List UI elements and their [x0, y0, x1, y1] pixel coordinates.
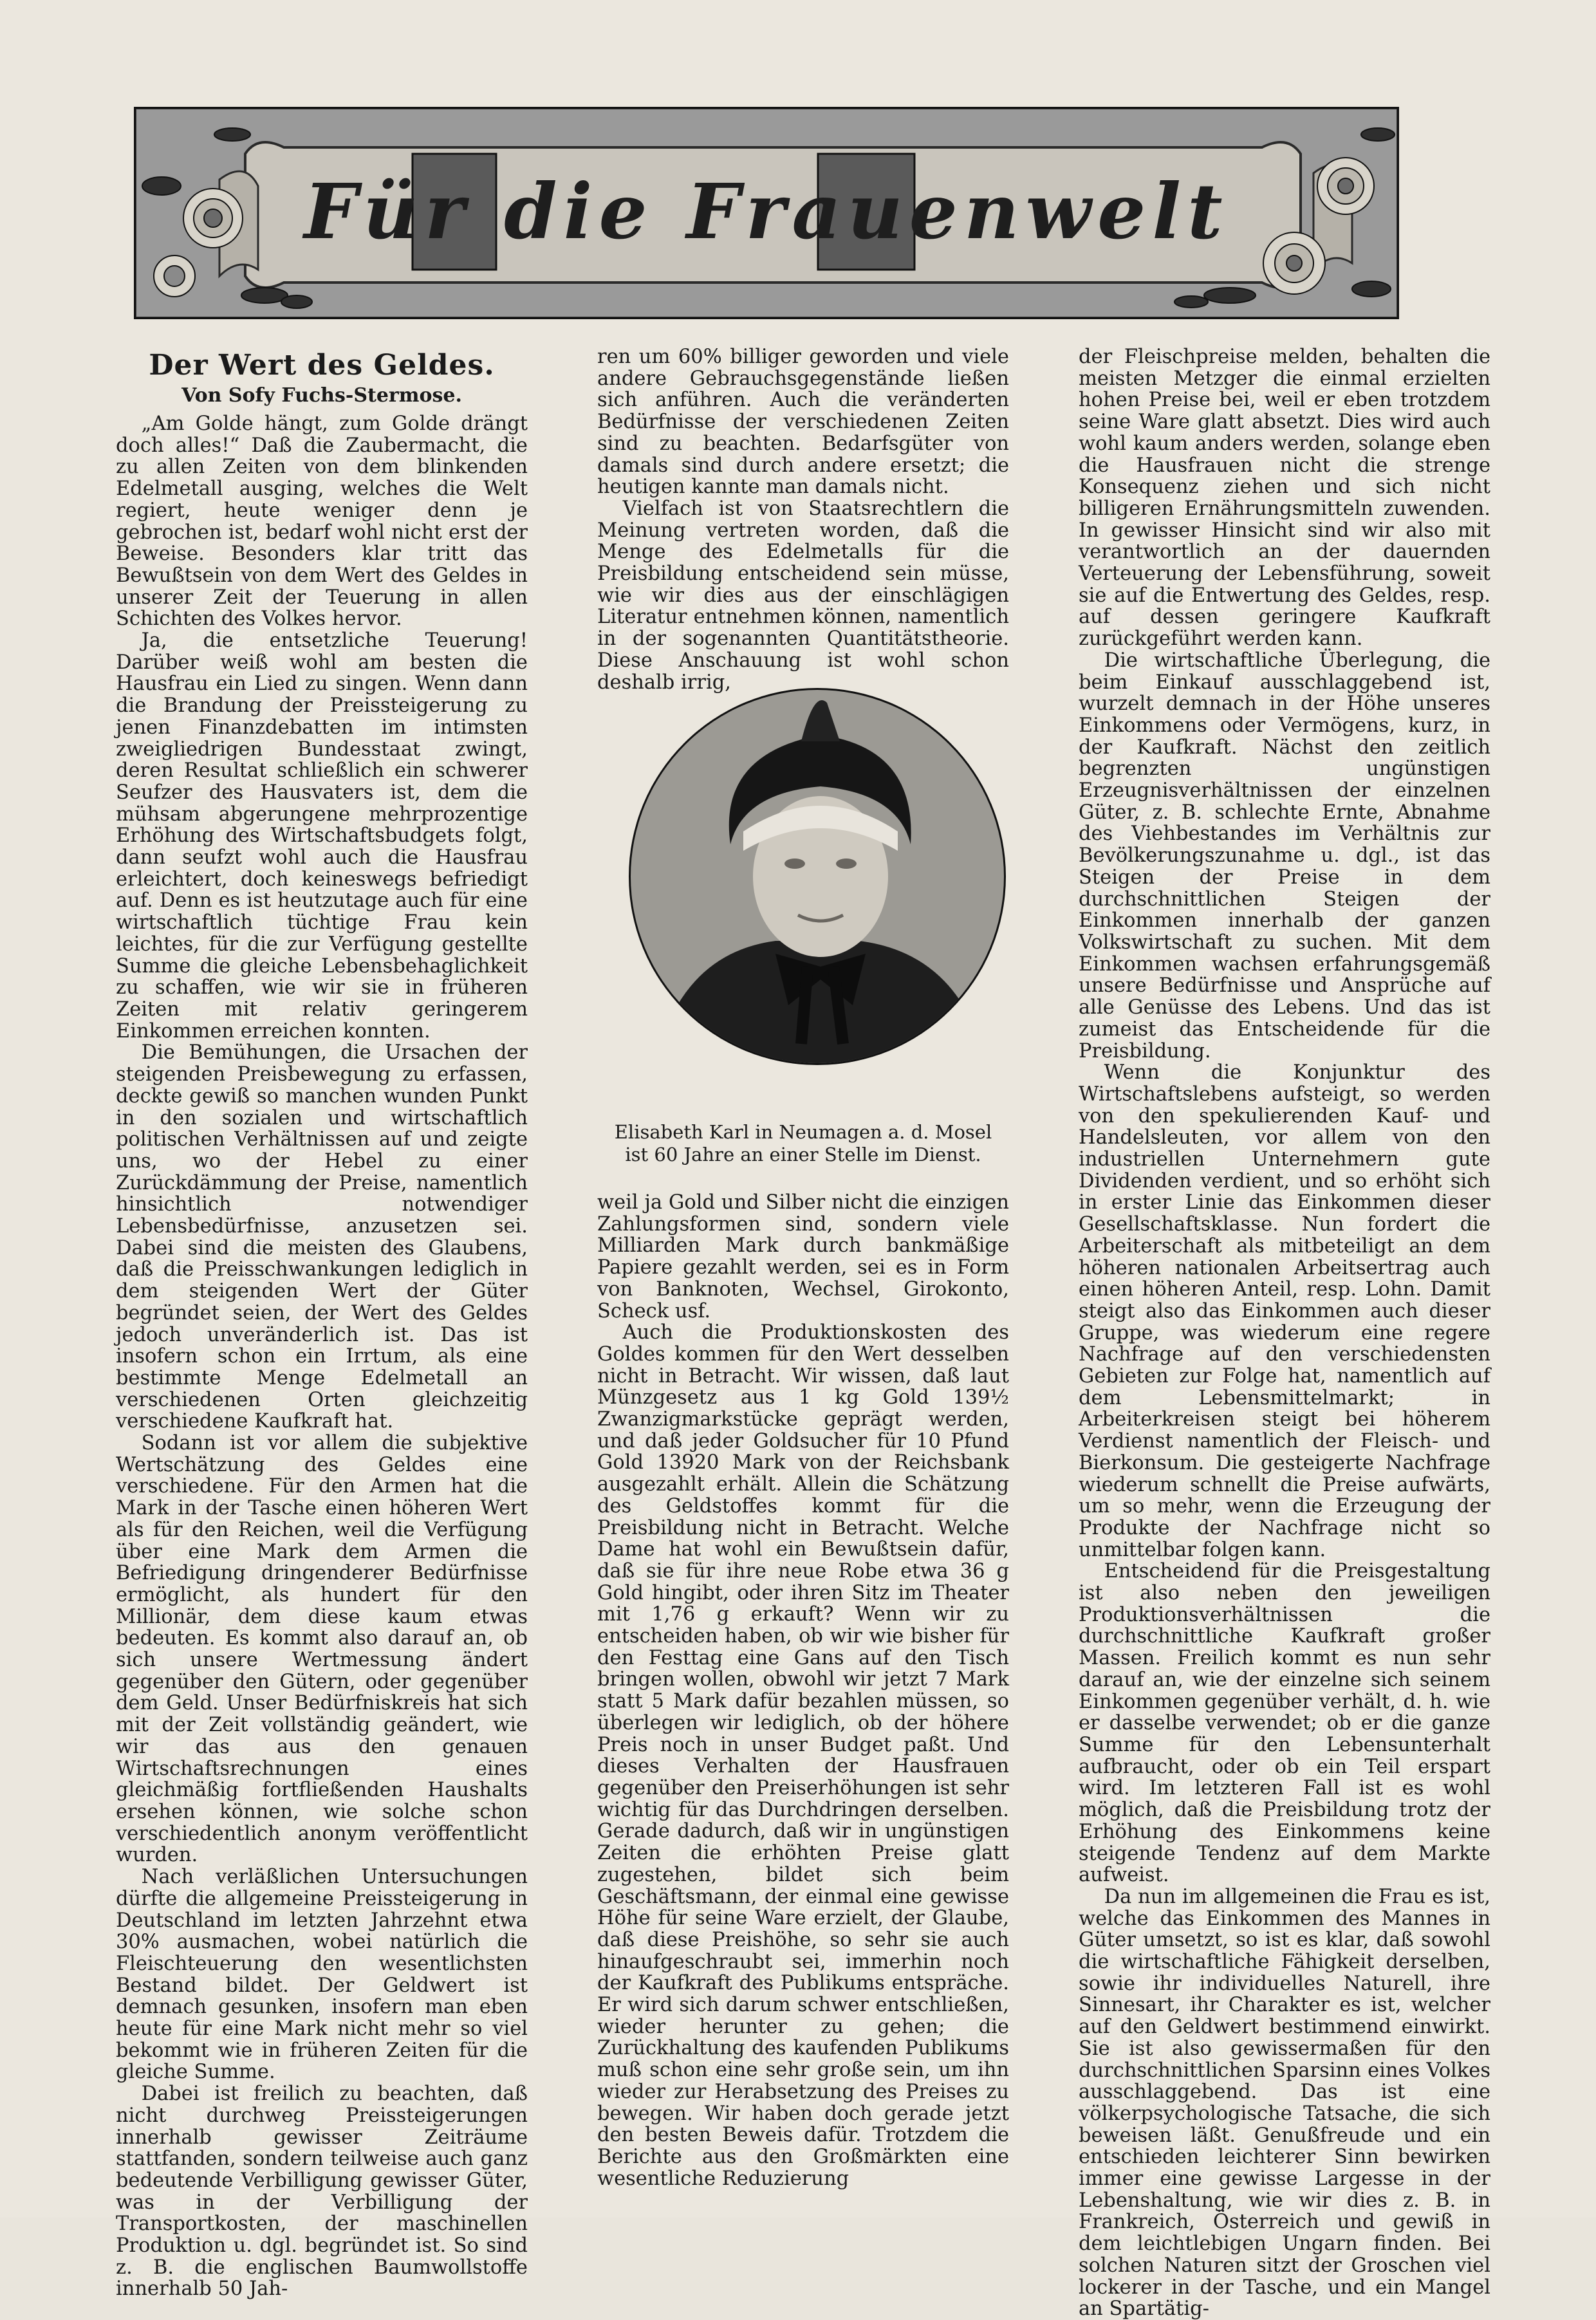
paragraph: Da nun im allgemeinen die Frau es ist, welche das Einkommen des Mannes in Güter umsetzt, so ist es klar, daß sowohl die wirtschaftliche Fähigkeit derselben, sowie ihr individuelles Naturell, ihre Sinnesart, ihr Charakter es ist, welcher auf den Geldwert bestimmend einwirkt. Sie ist also gewissermaßen für den durchschnittlichen Sparsinn eines Volkes ausschlaggebend. Das ist eine völkerpsychologische Tatsache, die sich beweisen läßt. Genußfreude und ein entschieden leichterer Sinn bewirken immer eine gewisse Largesse in der Lebenshaltung, wie wir dies z. B. in Frankreich, Österreich und gewiß in dem leichtlebigen Ungarn finden. Bei solchen Naturen sitzt der Groschen viel lockerer in der Tasche, und ein Mangel an Spartätig- — [1079, 1885, 1490, 2320]
article-byline: Von Sofy Fuchs-Stermose. — [181, 384, 462, 407]
portrait-photo — [615, 683, 1020, 1070]
paragraph: der Fleischpreise melden, behalten die meisten Metzger die einmal erzielten hohen Preise bei, weil er eben trotzdem seine Ware glatt absetzt. Dies wird auch wohl kaum anders werden, solange eben die Hausfrauen nicht die strenge Konsequenz ziehen und sich nicht billigeren Ernährungsmitteln zuwenden. In gewisser Hinsicht sind wir also mit verantwortlich an der dauernden Verteuerung der Lebensführung, soweit sie auf die Entwertung des Geldes, resp. auf dessen geringere Kaufkraft zurückgeführt werden kann. — [1079, 346, 1490, 651]
column-1 — [116, 346, 528, 2300]
paragraph: Entscheidend für die Preisgestaltung ist also neben den jeweiligen Produktionsverhältnissen die durchschnittliche Kaufkraft großer Massen. Freilich kommt es nun sehr darauf an, wie der einzelne sich seinem Einkommen gegenüber verhält, d. h. wie er dasselbe verwendet; ob er die ganze Summe für den Lebensunterhalt aufbraucht, oder ob ein Teil erspart wird. Im letzteren Fall ist es wohl möglich, daß die Preisbildung trotz der Erhöhung des Einkommens keine steigende Tendenz auf dem Markte aufweist. — [1079, 1560, 1490, 1887]
article-title: Der Wert des Geldes. — [149, 349, 495, 382]
paragraph: Die wirtschaftliche Überlegung, die beim Einkauf ausschlaggebend ist, wurzelt demnach in der Höhe unseres Einkommens oder Vermögens, kurz, in der Kaufkraft. Nächst den zeitlich begrenzten ungünstigen Erzeugnisverhältnissen der einzelnen Güter, z. B. schlechte Ernte, Abnahme des Viehbestandes im Verhältnis zur Bevölkerungszunahme u. dgl., ist das Steigen der Preise in dem durchschnittlichen Steigen der Einkommen innerhalb der ganzen Volkswirtschaft zu suchen. Mit dem Einkommen wachsen erfahrungsgemäß unsere Bedürfnisse und Ansprüche auf alle Genüsse des Lebens. Und das ist zumeist das Entscheidende für die Preisbildung. — [1079, 649, 1490, 1063]
caption-line: ist 60 Jahre an einer Stelle im Dienst. — [625, 1144, 981, 1165]
paragraph: Vielfach ist von Staatsrechtlern die Meinung vertreten worden, daß die Menge des Edelmetalls für die Preisbildung entscheidend sein müsse, wie wir dies aus der einschlägigen Literatur entnehmen können, namentlich in der sogenannten Quantitätstheorie. Diese Anschauung ist wohl schon deshalb irrig, — [597, 497, 1009, 694]
paragraph: Auch die Produktionskosten des Goldes kommen für den Wert desselben nicht in Betracht. Wir wissen, daß laut Münzgesetz aus 1 kg Gold 139½ Zwanzigmarkstücke geprägt werden, und daß jeder Goldsucher für 10 Pfund Gold 13920 Mark von der Reichsbank ausgezahlt erhält. Allein die Schätzung des Geldstoffes kommt für die Preisbildung nicht in Betracht. Welche Dame hat wohl ein Bewußtsein dafür, daß sie für ihre neue Robe etwa 36 g Gold hingibt, oder ihren Sitz im Theater mit 1,76 g erkauft? Wenn wir zu entscheiden haben, ob wir wie bisher für den Festtag eine Gans auf den Tisch bringen wollen, obwohl wir jetzt 7 Mark statt 5 Mark dafür bezahlen müssen, so überlegen wir lediglich, ob der höhere Preis noch in unser Budget paßt. Und dieses Verhalten der Hausfrauen gegenüber den Preiserhöhungen ist sehr wichtig für das Durchdringen derselben. Gerade dadurch, daß wir in ungünstigen Zeiten die erhöhten Preise glatt zugestehen, bildet sich beim Geschäftsmann, der einmal eine gewisse Höhe für seine Ware erzielt, der Glaube, daß diese Preishöhe, so sehr sie auch hinaufgeschraubt sei, immerhin noch der Kaufkraft des Publikums entspräche. Er wird sich darum schwer entschließen, wieder herunter zu gehen; die Zurückhaltung des kaufenden Publikums muß schon eine sehr große sein, um ihn wieder zur Herabsetzung des Preises zu bewegen. Wir haben doch gerade jetzt den besten Beweis dafür. Trotzdem die Berichte aus den Großmärkten eine wesentliche Reduzierung — [597, 1321, 1009, 2190]
paragraph: „Am Golde hängt, zum Golde drängt doch alles!“ Daß die Zaubermacht, die zu allen Zeiten von dem blinkenden Edelmetall ausging, welches die Welt regiert, heute weniger denn je gebrochen ist, bedarf wohl nicht erst der Beweise. Besonders klar tritt das Bewußtsein von dem Wert des Geldes in unserer Zeit der Teuerung in allen Schichten des Volkes hervor. — [116, 413, 528, 631]
portrait-image — [615, 683, 1020, 1070]
paragraph: Nach verläßlichen Untersuchungen dürfte die allgemeine Preissteigerung in Deutschland im letzten Jahrzehnt etwa 30% ausmachen, wobei natürlich die Fleischteuerung den wesentlichsten Bestand bildet. Der Geldwert ist demnach gesunken, insofern man eben heute für eine Mark nicht mehr so viel bekommt wie in früheren Zeiten für die gleiche Summe. — [116, 1866, 528, 2084]
paragraph: Wenn die Konjunktur des Wirtschaftslebens aufsteigt, so werden von den spekulierenden Kauf- und Handelsleuten, vor allem von den industriellen Unternehmern gute Dividenden verdient, und so erhöht sich in erster Linie das Einkommen dieser Gesellschaftsklasse. Nun fordert die Arbeiterschaft als mitbeteiligt an dem höheren nationalen Arbeitsertrag auch einen höheren Anteil, resp. Lohn. Damit steigt also das Einkommen auch dieser Gruppe, was wiederum eine regere Nachfrage auf den verschiedensten Gebieten zur Folge hat, namentlich auf dem Lebensmittelmarkt; in Arbeiterkreisen steigt bei höherem Verdienst namentlich der Fleisch- und Bierkonsum. Die gesteigerte Nachfrage wiederum schnellt die Preise aufwärts, um so mehr, wenn die Erzeugung der Produkte der Nachfrage nicht so unmittelbar folgen kann. — [1079, 1061, 1490, 1561]
paragraph: weil ja Gold und Silber nicht die einzigen Zahlungsformen sind, sondern viele Milliarden Mark durch bankmäßige Papiere gezahlt werden, sei es in Form von Banknoten, Wechsel, Girokonto, Scheck usf. — [597, 1191, 1009, 1322]
column-2-top — [597, 346, 1009, 693]
paragraph: Die Bemühungen, die Ursachen der steigenden Preisbewegung zu erfassen, deckte gewiß so manchen wunden Punkt in den sozialen und wirtschaftlich politischen Verhältnissen auf und zeigte uns, wo der Hebel zu einer Zurückdämmung der Preise, namentlich hinsichtlich notwendiger Lebensbedürfnisse, anzusetzen sei. Dabei sind die meisten des Glaubens, daß die Preisschwankungen lediglich in dem steigenden Wert der Güter begründet seien, der Wert des Geldes jedoch unveränderlich ist. Das ist insofern schon ein Irrtum, als eine bestimmte Menge Edelmetall an verschiedenen Orten gleichzeitig verschiedene Kaufkraft hat. — [116, 1041, 528, 1433]
caption-line: Elisabeth Karl in Neumagen a. d. Mosel — [614, 1121, 992, 1143]
paragraph: Sodann ist vor allem die subjektive Wertschätzung des Geldes eine verschiedene. Für den Armen hat die Mark in der Tasche einen höheren Wert als für den Reichen, weil die Verfügung über eine Mark dem Armen die Befriedigung dringenderer Bedürfnisse ermöglicht, als hundert für den Millionär, dem diese kaum etwas bedeuten. Es kommt also darauf an, ob sich unsere Wertmessung ändert gegenüber den Gütern, oder gegenüber dem Geld. Unser Bedürfniskreis hat sich mit der Zeit vollständig geändert, wie wir das aus den genauen Wirtschaftsrechnungen eines gleichmäßig fortfließenden Haushalts ersehen können, wie solche schon verschiedentlich anonym veröffentlicht wurden. — [116, 1432, 528, 1867]
photo-caption — [597, 1121, 1009, 1166]
column-3 — [1079, 346, 1490, 2320]
column-2-bottom — [597, 1192, 1009, 2189]
header-banner — [134, 107, 1399, 319]
paragraph: ren um 60% billiger geworden und viele andere Gebrauchsgegenstände ließen sich anführen. Auch die veränderten Bedürfnisse der verschiedenen Zeiten sind zu beachten. Bedarfsgüter von damals sind durch andere ersetzt; die heutigen kannte man damals nicht. — [597, 346, 1009, 499]
paragraph: Dabei ist freilich zu beachten, daß nicht durchweg Preissteigerungen innerhalb gewisser Zeiträume stattfanden, sondern teilweise auch ganz bedeutende Verbilligung gewisser Güter, was in der Verbilligung der Transportkosten, der maschinellen Produktion u. dgl. begründet ist. So sind z. B. die englischen Baumwollstoffe innerhalb 50 Jah- — [116, 2083, 528, 2301]
paragraph: Ja, die entsetzliche Teuerung! Darüber weiß wohl am besten die Hausfrau ein Lied zu singen. Wenn dann die Brandung der Preissteigerung zu jenen Finanzdebatten im intimsten zweigliedrigen Bundesstaat zwingt, deren Resultat schließlich ein schwerer Seufzer des Hausvaters ist, dem die mühsam abgerungene mehrprozentige Erhöhung des Wirtschaftsbudgets folgt, dann seufzt wohl auch die Hausfrau erleichtert, doch keineswegs befriedigt auf. Denn es ist heutzutage auch für eine wirtschaftlich tüchtige Frau kein leichtes, für die zur Verfügung gestellte Summe die gleiche Lebensbehaglichkeit zu schaffen, wie wir sie in früheren Zeiten mit relativ geringerem Einkommen erreichen konnten. — [116, 629, 528, 1043]
section-title: Für die Frauenwelt — [304, 167, 1229, 256]
